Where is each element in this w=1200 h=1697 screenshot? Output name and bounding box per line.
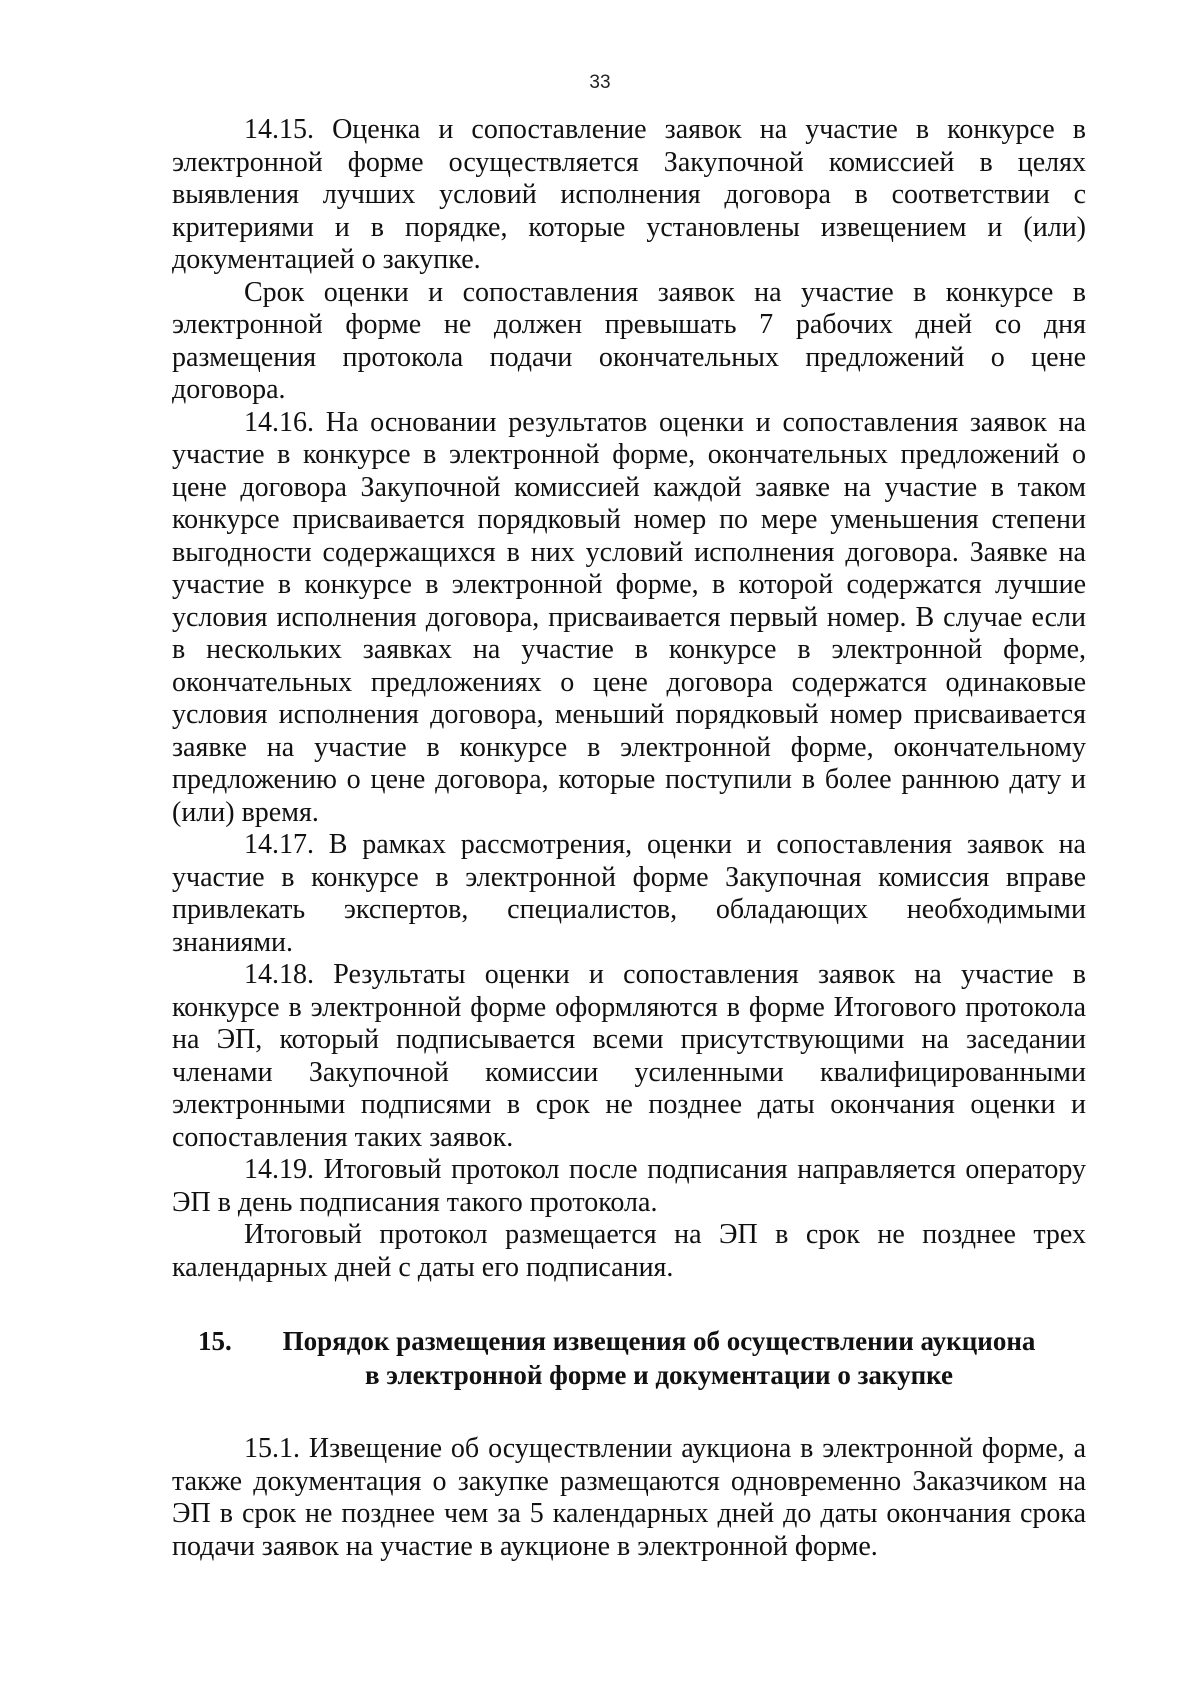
paragraph-14-16: 14.16. На основании результатов оценки и сопоставления заявок на участие в конкурсе в электронной форме, окончательных предложений о цене договора Закупочной комиссией каждой заявке на участие в таком конкурсе присваивается порядковый номер по мере уменьшения степени выгодности содержащихся в них условий исполнения договора. Заявке на участие в конкурсе в электронной форме, в которой содержатся лучшие условия исполнения договора, присваивается первый номер. В случае если в нескольких заявках на участие в конкурсе в электронной форме, окончательных предложениях о цене договора содержатся одинаковые условия исполнения договора, меньший порядковый номер присваивается заявке на участие в конкурсе в электронной форме, окончательному предложению о цене договора, которые поступили в более раннюю дату и (или) время. [172,406,1086,828]
paragraph-14-18: 14.18. Результаты оценки и сопоставления заявок на участие в конкурсе в электронной форме оформляются в форме Итогового протокола на ЭП, который подписывается всеми присутствующими на заседании членами Закупочной комиссии усиленными квалифицированными электронными подписями в срок не позднее даты окончания оценки и сопоставления таких заявок. [172,959,1086,1153]
paragraph-14-17: 14.17. В рамках рассмотрения, оценки и сопоставления заявок на участие в конкурсе в электронной форме Закупочная комиссия вправе привлекать экспертов, специалистов, обладающих необходимыми знаниями. [172,829,1086,958]
page-number: 33 [589,72,611,93]
document-body [172,114,1086,1563]
section-title-line-1: Порядок размещения извещения об осуществлении аукциона [282,1326,1036,1356]
paragraph-15-1: 15.1. Извещение об осуществлении аукциона в электронной форме, а также документация о закупке размещаются одновременно Заказчиком на ЭП в срок не позднее чем за 5 календарных дней до даты окончания срока подачи заявок на участие в аукционе в электронной форме. [172,1433,1086,1562]
paragraph-14-15-deadline: Срок оценки и сопоставления заявок на участие в конкурсе в электронной форме не должен превышать 7 рабочих дней со дня размещения протокола подачи окончательных предложений о цене договора. [172,276,1086,405]
section-title-line-2: в электронной форме и документации о закупке [364,1360,954,1390]
paragraph-14-19: 14.19. Итоговый протокол после подписания направляется оператору ЭП в день подписания такого протокола. [172,1154,1086,1218]
paragraph-14-15: 14.15. Оценка и сопоставление заявок на участие в конкурсе в электронной форме осуществляется Закупочной комиссией в целях выявления лучших условий исполнения договора в соответствии с критериями и в порядке, которые установлены извещением и (или) документацией о закупке. [172,114,1086,275]
section-number: 15. [198,1326,232,1356]
section-heading-15 [172,1324,1086,1392]
paragraph-14-19-publication: Итоговый протокол размещается на ЭП в срок не позднее трех календарных дней с даты его подписания. [172,1219,1086,1283]
